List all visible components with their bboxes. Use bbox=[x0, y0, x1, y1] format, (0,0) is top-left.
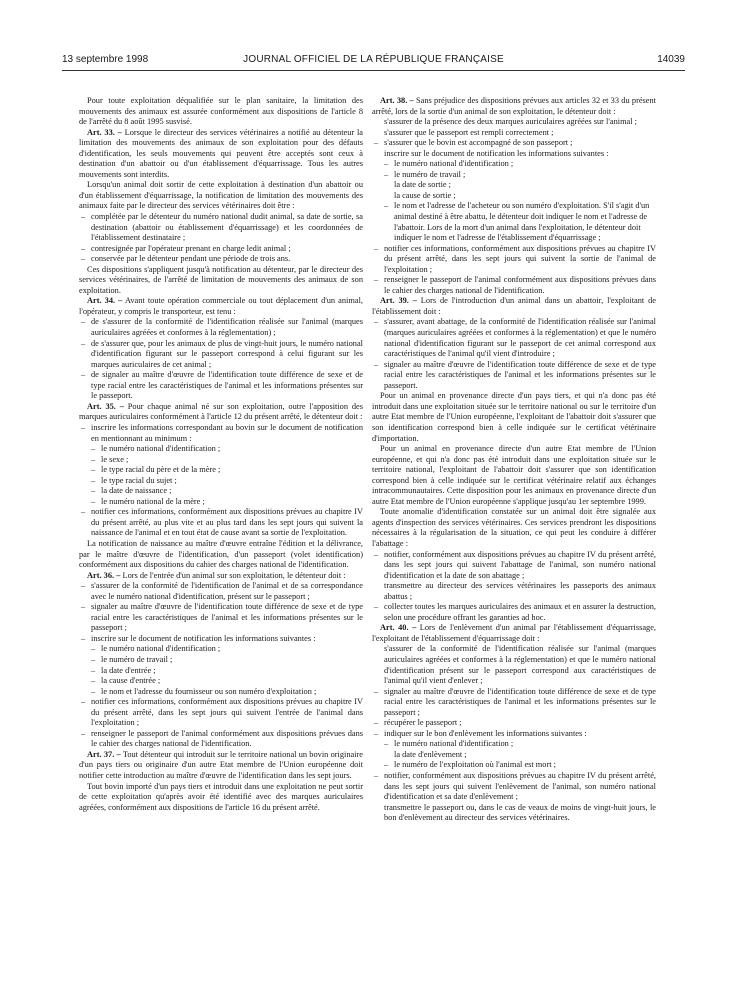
sub-item: – le numéro national d'identification ; bbox=[79, 644, 363, 655]
sub-list bbox=[79, 644, 363, 697]
dash-list bbox=[79, 581, 363, 644]
intro-paragraph: Pour toute exploitation déqualifiée sur le plan sanitaire, la limitation des mouvements des animaux est assurée conformément aux dispositions de l'article 8 de l'arrêté du 8 août 1995 susvisé. bbox=[79, 96, 363, 127]
plain-sub-item: la cause de sortie ; bbox=[394, 190, 456, 200]
plain-item: s'assurer que le passeport est rempli correctement ; bbox=[384, 127, 554, 137]
list-item: – de s'assurer de la conformité de l'identification réalisée sur l'animal (marques auriculaires agréées et conformes à la réglementation) ; bbox=[79, 317, 363, 338]
paragraph: Lorsqu'un animal doit sortir de cette exploitation à destination d'un abattoir ou d'un établissement d'équarrissage, la notification de limitation des mouvements des animaux faite par le directeur des services vétérinaires doit être : bbox=[79, 180, 363, 211]
paragraph: Toute anomalie d'identification constatée sur un animal doit être signalée aux agents d'inspection des services vétérinaires. Ces services prendront les dispositions nécessaires à la régularisation de la situation, ce qui peut les conduire à différer l'abattage : bbox=[372, 507, 656, 548]
paragraph: La notification de naissance au maître d'œuvre entraîne l'édition et la délivrance, par le maître d'œuvre de l'identification, d'un passeport (volet identification) conformément aux dispositions du cahier des charges national de l'identification. bbox=[79, 538, 363, 570]
sub-item: – le numéro national d'identification ; bbox=[372, 159, 656, 170]
article-37 bbox=[79, 750, 363, 782]
list-item: – inscrire les informations correspondant au bovin sur le document de notification en mentionnant au minimum : bbox=[79, 423, 363, 444]
left-column bbox=[79, 96, 363, 980]
dash-list bbox=[79, 317, 363, 401]
list-item: – de s'assurer que, pour les animaux de plus de vingt-huit jours, le numéro national d'identification figurant sur le passeport correspond à celui figurant sur les marques auriculaires de cet animal ; bbox=[79, 339, 363, 371]
article-39 bbox=[372, 296, 656, 317]
paragraph-text: Avant toute opération commerciale ou tout déplacement d'un animal, l'opérateur, y compris le transporteur, est tenu : bbox=[79, 296, 363, 316]
plain-item: s'assurer de la conformité de l'identification réalisée sur l'animal (marques auriculaires agréées et conformes à la réglementation) et que le numéro national d'identification présent sur le passeport correspond aux caractéristiques de l'animal qu'il vient d'enlever ; bbox=[384, 644, 656, 686]
list-item: – notifier, conformément aux dispositions prévues au chapitre IV du présent arrêté, dans les sept jours qui suivent l'enlèvement de l'animal, son numéro national d'identification et sa date d'enlèvement ; bbox=[372, 771, 656, 803]
list-item: – s'assurer de la conformité de l'identification de l'animal et de sa correspondance avec le numéro national d'identification, présent sur le passeport ; bbox=[79, 581, 363, 602]
sub-item: – le nom et l'adresse du fournisseur ou son numéro d'exploitation ; bbox=[79, 687, 363, 698]
list-item: – s'assurer, avant abattage, de la conformité de l'identification réalisée sur l'animal (marques auriculaires agréées et conformes à la réglementation) et que le numéro national d'identification figurant sur le passeport de cet animal correspond aux caractéristiques de l'animal qu'il vient d'introduire ; bbox=[372, 317, 656, 359]
list-item: – renseigner le passeport de l'animal conformément aux dispositions prévues dans le cahier des charges national de l'identification. bbox=[79, 729, 363, 750]
list-item: – s'assurer que le bovin est accompagné de son passeport ; bbox=[372, 138, 656, 149]
paragraph-text: Sans préjudice des dispositions prévues aux articles 32 et 33 du présent arrêté, lors de la sortie d'un animal de son exploitation, le détenteur doit : bbox=[372, 96, 656, 116]
header-date: 13 septembre 1998 bbox=[62, 54, 149, 65]
plain-item: transmettre le passeport ou, dans le cas de veaux de moins de vingt-huit jours, le bon d'enlèvement au directeur des services vétérinaires. bbox=[384, 802, 656, 823]
article-label: Art. 33. – bbox=[87, 127, 122, 137]
dash-list bbox=[79, 697, 363, 750]
list-item: – contresignée par l'opérateur prenant en charge ledit animal ; bbox=[79, 244, 363, 255]
list-item: – signaler au maître d'œuvre de l'identification toute différence de sexe et de type racial entre les caractéristiques de l'animal et les informations présentes sur le passeport ; bbox=[79, 602, 363, 634]
sub-item: – le numéro de l'exploitation où l'animal est mort ; bbox=[372, 760, 656, 771]
list-item: – conservée par le détenteur pendant une période de trois ans. bbox=[79, 254, 363, 265]
header-rule bbox=[62, 70, 685, 71]
sub-list bbox=[372, 739, 656, 750]
plain-item: transmettre au directeur des services vétérinaires les passeports des animaux abattus ; bbox=[384, 581, 656, 601]
list-item: – signaler au maître d'œuvre de l'identification toute différence de sexe et de type racial entre les caractéristiques de l'animal et les informations présentes sur le passeport. bbox=[372, 360, 656, 392]
article-label: Art. 40. – bbox=[380, 623, 417, 633]
article-label: Art. 37. – bbox=[87, 749, 121, 759]
list-item: – indiquer sur le bon d'enlèvement les informations suivantes : bbox=[372, 729, 656, 740]
sub-item: – le type racial du père et de la mère ; bbox=[79, 465, 363, 476]
paragraph: Pour un animal en provenance directe d'un pays tiers, et qui n'a donc pas été introduit dans une exploitation située sur le territoire national ou sur le territoire d'un autre Etat membre de l'Union européenne, l'exploitant de l'abattoir doit s'assurer que son identification correspond bien à celle indiquée sur le certificat vétérinaire d'importation. bbox=[372, 391, 656, 443]
dash-list bbox=[79, 212, 363, 265]
list-item: – renseigner le passeport de l'animal conformément aux dispositions prévues dans le cahier des charges national de l'identification. bbox=[372, 275, 656, 296]
header-title: JOURNAL OFFICIEL DE LA RÉPUBLIQUE FRANÇAISE bbox=[243, 54, 504, 65]
article-33 bbox=[79, 128, 363, 181]
article-34 bbox=[79, 296, 363, 317]
sub-item: – le type racial du sujet ; bbox=[79, 476, 363, 487]
sub-item: – la cause d'entrée ; bbox=[79, 676, 363, 687]
sub-list bbox=[372, 760, 656, 771]
article-36 bbox=[79, 571, 363, 582]
sub-list bbox=[79, 444, 363, 507]
article-label: Art. 38. – bbox=[380, 96, 414, 105]
sub-item: – le numéro national d'identification ; bbox=[372, 739, 656, 750]
paragraph: Pour un animal en provenance directe d'un autre Etat membre de l'Union européenne, et qui n'a donc pas été introduit dans une exploitation située sur le territoire national, l'exploitant de l'abattoir doit s'assurer que son identification correspond bien à celle indiquée sur le certificat vétérinaire relatif aux échanges intracommunautaires. Cette disposition pour les animaux en provenance directe d'un autre Etat membre de l'Union européenne s'applique jusqu'au 1er septembre 1999. bbox=[372, 444, 656, 506]
article-label: Art. 36. – bbox=[87, 570, 121, 580]
article-label: Art. 35. – bbox=[87, 401, 124, 411]
dash-list bbox=[372, 602, 656, 623]
sub-item: – le numéro national d'identification ; bbox=[79, 444, 363, 455]
sub-item: – le nom et l'adresse de l'acheteur ou son numéro d'exploitation. S'il s'agit d'un animal destiné à être abattu, le détenteur doit indiquer le nom et l'adresse de l'abattoir. Lors de la mort d'un animal dans l'exploitation, le détenteur doit indiquer le nom et l'adresse de l'établissement d'équarrissage ; bbox=[372, 201, 656, 243]
dash-list bbox=[372, 138, 656, 149]
paragraph-text: Lors de l'introduction d'un animal dans un abattoir, l'exploitant de l'établissement doit : bbox=[372, 296, 656, 316]
list-item: – récupérer le passeport ; bbox=[372, 718, 656, 729]
list-item: – collecter toutes les marques auriculaires des animaux et en assurer la destruction, selon une procédure offrant les garanties ad hoc. bbox=[372, 602, 656, 623]
list-item: – notifier, conformément aux dispositions prévues au chapitre IV du présent arrêté, dans les sept jours qui suivent l'abattage de l'animal, son numéro national d'identification et la date de son abattage ; bbox=[372, 550, 656, 582]
list-item: – complétée par le détenteur du numéro national dudit animal, sa date de sortie, sa destination (abattoir ou établissement d'équarrissage) et les coordonnées de l'établissement destinataire ; bbox=[79, 212, 363, 244]
right-column bbox=[372, 96, 656, 980]
list-item: – notifier ces informations, conformément aux dispositions prévues au chapitre IV du présent arrêté, dans les sept jours qui suivent l'entrée de l'animal dans l'exploitation ; bbox=[79, 697, 363, 729]
article-35 bbox=[79, 402, 363, 423]
article-40 bbox=[372, 623, 656, 644]
sub-item: – le numéro de travail ; bbox=[372, 170, 656, 181]
dash-list bbox=[372, 550, 656, 582]
paragraph-text: Lorsque le directeur des services vétérinaires a notifié au détenteur la limitation des mouvements des animaux de son exploitation pour des défauts d'identification, les seuls mouvements qui peuvent être acceptés sont ceux à destination d'un abattoir ou d'un établissement d'équarrissage. Tous les autres mouvements sont interdits. bbox=[79, 127, 363, 179]
sub-item: – le numéro national de la mère ; bbox=[79, 497, 363, 508]
sub-item: – la date d'entrée ; bbox=[79, 666, 363, 677]
article-38 bbox=[372, 96, 656, 117]
article-label: Art. 34. – bbox=[87, 296, 123, 306]
sub-list bbox=[372, 159, 656, 180]
paragraph-text: Pour chaque animal né sur son exploitation, outre l'apposition des marques auriculaires conformément à l'article 12 du présent arrêté, le détenteur doit : bbox=[79, 401, 363, 422]
sub-item: – le numéro de travail ; bbox=[79, 655, 363, 666]
page-header bbox=[62, 52, 685, 68]
plain-item: s'assurer de la présence des deux marques auriculaires agréées sur l'animal ; bbox=[384, 117, 637, 127]
list-item: – de signaler au maître d'œuvre de l'identification toute différence de sexe et de type racial entre les caractéristiques de l'animal et les informations présentes sur le passeport. bbox=[79, 370, 363, 402]
paragraph-text: Lors de l'enlèvement d'un animal par l'établissement d'équarrissage, l'exploitant de l'établissement d'équarrissage doit : bbox=[372, 623, 656, 643]
list-item: – inscrire sur le document de notification les informations suivantes : bbox=[79, 634, 363, 645]
paragraph: Tout bovin importé d'un pays tiers et introduit dans une exploitation ne peut sortir de cette exploitation qu'après avoir été identifié avec des marques auriculaires agréées, conformément aux dispositions de l'article 16 du présent arrêté. bbox=[79, 781, 363, 812]
sub-item: – le sexe ; bbox=[79, 455, 363, 466]
sub-list bbox=[372, 201, 656, 243]
dash-list bbox=[372, 244, 656, 297]
dash-list bbox=[79, 423, 363, 444]
paragraph: Ces dispositions s'appliquent jusqu'à notification au détenteur, par le directeur des services vétérinaires, de l'arrêté de limitation de mouvements des animaux de son exploitation. bbox=[79, 264, 363, 295]
sub-item: – la date de naissance ; bbox=[79, 486, 363, 497]
plain-sub-item: la date d'enlèvement ; bbox=[394, 749, 467, 759]
plain-sub-item: la date de sortie ; bbox=[394, 180, 451, 190]
list-item: – notifier ces informations, conformément aux dispositions prévues au chapitre IV du présent arrêté, au plus vite et au plus tard dans les sept jours qui suivent la naissance de l'animal et en tout état de cause avant sa sortie de l'exploitation. bbox=[79, 507, 363, 539]
list-item: – signaler au maître d'œuvre de l'identification toute différence de sexe et de type racial entre les caractéristiques de l'animal et les informations présentes sur le passeport ; bbox=[372, 687, 656, 719]
plain-item: inscrire sur le document de notification les informations suivantes : bbox=[384, 148, 609, 158]
paragraph-text: Lors de l'entrée d'un animal sur son exploitation, le détenteur doit : bbox=[122, 570, 346, 580]
dash-list bbox=[372, 771, 656, 803]
header-page-number: 14039 bbox=[657, 54, 685, 65]
paragraph-text: Tout détenteur qui introduit sur le territoire national un bovin originaire d'un pays tiers ou originaire d'un autre Etat membre de l'Union européenne doit notifier cette introduction au maître d'œuvre de l'identification dans les sept jours. bbox=[79, 749, 363, 780]
dash-list bbox=[372, 317, 656, 391]
article-label: Art. 39. – bbox=[380, 296, 417, 306]
list-item: – notifier ces informations, conformément aux dispositions prévues au chapitre IV du présent arrêté, dans les sept jours qui suivent la sortie de l'animal de l'exploitation ; bbox=[372, 244, 656, 276]
dash-list bbox=[372, 687, 656, 740]
dash-list bbox=[79, 507, 363, 539]
